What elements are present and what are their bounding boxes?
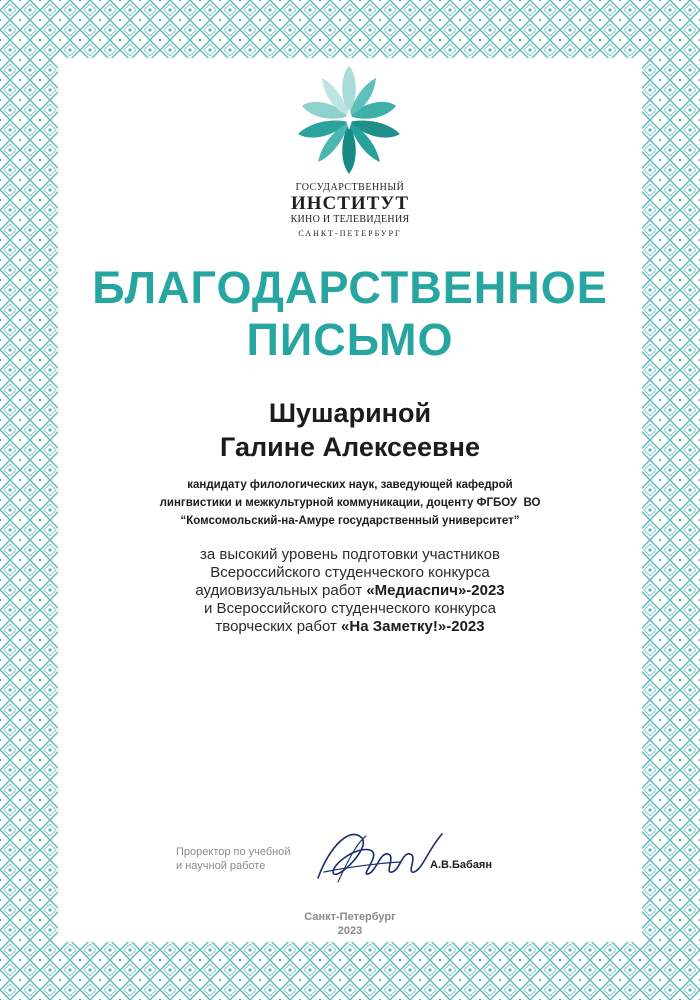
position-line-1: кандидату филологических наук, заведующей кафедрой [187,479,513,491]
recipient-line-1: Шушариной [268,398,432,428]
institute-line-1: ГОСУДАРСТВЕННЫЙ [295,182,405,193]
position-line-2: лингвистики и межкультурной коммуникации, доценту ФГБОУ ВО [159,497,541,509]
signatory-name: А.В.Бабаян [430,859,492,871]
handwritten-signature [310,816,450,896]
institute-name [200,182,500,240]
signatory-role [176,845,326,873]
position-line-3: “Комсомольский-на-Амуре государственный университет” [180,515,520,527]
recipient-line-2: Галине Алексеевне [220,432,480,462]
place-and-year [250,910,450,938]
title-line-2: ПИСЬМО [246,314,454,365]
reason-line-3-text: аудиовизуальных работ [195,582,367,599]
institute-line-4: САНКТ-ПЕТЕРБУРГ [298,229,402,238]
reason-line-5-text: творческих работ [215,618,342,635]
document-title [60,262,640,366]
contest-name-na-zametku: «На Заметку!»-2023 [341,618,485,635]
institute-logo-icon [282,62,416,178]
reason-line-2: Всероссийского студенческого конкурса [210,564,490,581]
institute-line-3: КИНО И ТЕЛЕВИДЕНИЯ [290,214,410,225]
signatory-role-line-2: и научной работе [176,860,266,872]
contest-name-mediaspeech: «Медиаспич»-2023 [366,582,505,599]
reason-line-4: и Всероссийского студенческого конкурса [204,600,496,617]
title-line-1: БЛАГОДАРСТВЕННОЕ [92,262,608,313]
reason-line-3 [100,582,600,600]
institute-line-2: ИНСТИТУТ [290,193,410,214]
gratitude-reason [100,546,600,636]
recipient-position [100,476,600,530]
year: 2023 [337,925,363,937]
reason-line-5 [100,618,600,636]
city: Санкт-Петербург [304,911,396,923]
reason-line-1: за высокий уровень подготовки участников [200,546,500,563]
recipient-name [60,396,640,464]
signatory-role-line-1: Проректор по учебной [176,846,291,858]
